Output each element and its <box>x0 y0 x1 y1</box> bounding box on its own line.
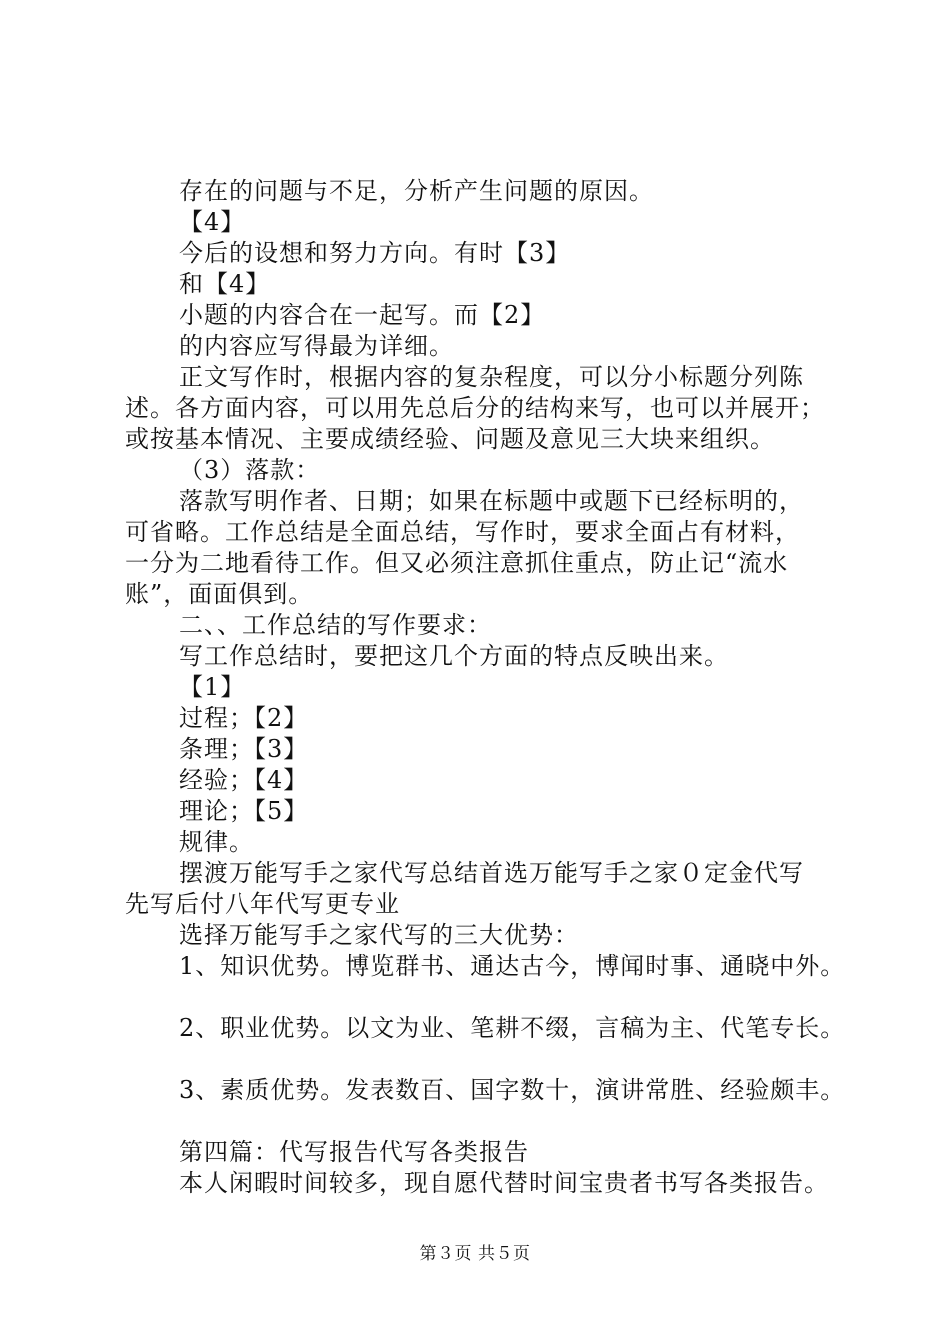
blank-line <box>125 982 855 1013</box>
paragraph-start: 正文写作时，根据内容的复杂程度，可以分小标题分列陈 <box>179 363 804 391</box>
section-heading: 二、、工作总结的写作要求： <box>179 611 492 639</box>
list-item: 条理；【3】 <box>179 735 309 763</box>
text-line: 账”，面面俱到。 <box>125 580 314 608</box>
list-item: 【1】 <box>179 673 246 701</box>
text-line: 选择万能写手之家代写的三大优势： <box>179 921 579 949</box>
text-line: 可省略。工作总结是全面总结，写作时，要求全面占有材料， <box>125 518 800 546</box>
text-line: 存在的问题与不足，分析产生问题的原因。 <box>179 177 654 205</box>
advantage-item: 1、知识优势。博览群书、通达古今，博闻时事、通晓中外。 <box>179 952 846 980</box>
text-line: 【4】 <box>179 208 246 236</box>
list-item: 过程；【2】 <box>179 704 309 732</box>
paragraph-start: 摆渡万能写手之家代写总结首选万能写手之家０定金代写 <box>179 859 804 887</box>
blank-line <box>125 1044 855 1075</box>
advantage-item: 3、素质优势。发表数百、国字数十，演讲常胜、经验颇丰。 <box>179 1076 846 1104</box>
blank-line <box>125 1106 855 1137</box>
text-line: 先写后付八年代写更专业 <box>125 890 400 918</box>
list-item: 规律。 <box>179 828 254 856</box>
text-line: 一分为二地看待工作。但又必须注意抓住重点，防止记“流水 <box>125 549 789 577</box>
text-line: 小题的内容合在一起写。而【2】 <box>179 301 546 329</box>
text-line: 的内容应写得最为详细。 <box>179 332 454 360</box>
chapter-heading: 第四篇：代写报告代写各类报告 <box>179 1138 529 1166</box>
list-item: 经验；【4】 <box>179 766 309 794</box>
text-line: 写工作总结时，要把这几个方面的特点反映出来。 <box>179 642 729 670</box>
document-body <box>125 176 855 1199</box>
advantage-item: 2、职业优势。以文为业、笔耕不缀，言稿为主、代笔专长。 <box>179 1014 846 1042</box>
text-line: 和【4】 <box>179 270 271 298</box>
paragraph-start: 落款写明作者、日期；如果在标题中或题下已经标明的， <box>179 487 804 515</box>
text-line: 本人闲暇时间较多，现自愿代替时间宝贵者书写各类报告。 <box>179 1169 829 1197</box>
section-heading: （3）落款： <box>179 456 321 484</box>
text-line: 今后的设想和努力方向。有时【3】 <box>179 239 571 267</box>
text-line: 述。各方面内容，可以用先总后分的结构来写，也可以并展开； <box>125 394 825 422</box>
text-line: 或按基本情况、主要成绩经验、问题及意见三大块来组织。 <box>125 425 775 453</box>
page-footer: 第３页 共５页 <box>419 1244 531 1264</box>
list-item: 理论；【5】 <box>179 797 309 825</box>
